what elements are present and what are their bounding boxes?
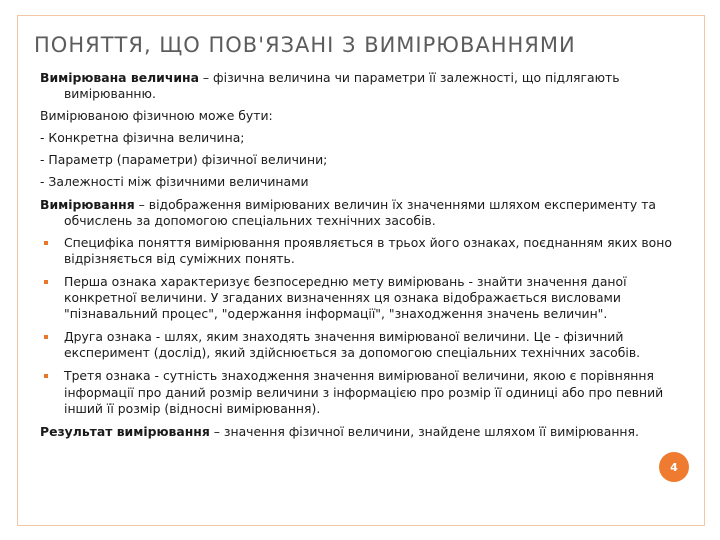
definition-text: – відображення вимірюваних величин їх значеннями шляхом експерименту та обчислень за допомогою спеціальних технічних засобів.	[64, 196, 656, 228]
bullet-item	[40, 274, 680, 322]
slide-title: ПОНЯТТЯ, ЩО ПОВ'ЯЗАНІ З ВИМІРЮВАННЯМИ	[34, 33, 576, 57]
bullet-text: Третя ознака - сутність знаходження значення вимірюваної величини, якою є порівняння інформації про даний розмір величини з інформацією про розмір її одиниці або про певний інший її розмір (відносні вимірювання).	[64, 368, 664, 416]
definition-text: – значення фізичної величини, знайдене шляхом її вимірювання.	[209, 423, 639, 439]
bullet-text: Специфіка поняття вимірювання проявляється в трьох його ознаках, поєднанням яких воно відрізняється від суміжних понять.	[64, 234, 672, 266]
intro-text: Вимірюваною фізичною може бути:	[40, 108, 273, 124]
term-measurement-result: Результат вимірювання	[40, 423, 210, 439]
dash-item: - Конкретна фізична величина;	[40, 130, 245, 146]
bullet-icon	[44, 335, 48, 339]
term-measured-quantity: Вимірювана величина	[40, 70, 199, 85]
definition-text: – фізична величина чи параметри її залежності, що підлягають вимірюванню.	[64, 70, 620, 102]
term-measurement: Вимірювання	[40, 196, 135, 212]
bullet-icon	[44, 374, 48, 378]
definition-measurement	[40, 197, 680, 229]
bullet-text: Друга ознака - шлях, яким знаходять значення вимірюваної величини. Це - фізичний експеримент (дослід), який здійснюється за допомогою спеціальних технічних засобів.	[64, 329, 641, 361]
bullet-item	[40, 235, 680, 267]
bullet-icon	[44, 241, 48, 245]
bullet-item	[40, 368, 680, 416]
slide-content	[40, 70, 680, 446]
definition-measured-quantity	[40, 70, 680, 102]
bullet-item	[40, 329, 680, 361]
bullet-text: Перша ознака характеризує безпосередню мету вимірювань - знайти значення даної конкретної величини. У згаданих визначеннях ця ознака відображається висловами "пізнавальний процес", "одержання інформації", "знаходження значень величин".	[64, 273, 627, 322]
bullet-icon	[44, 280, 48, 284]
page-number-badge: 4	[659, 452, 689, 482]
dash-item: - Залежності між фізичними величинами	[40, 174, 309, 190]
dash-item: - Параметр (параметри) фізичної величини;	[40, 152, 328, 168]
definition-measurement-result	[40, 424, 680, 440]
